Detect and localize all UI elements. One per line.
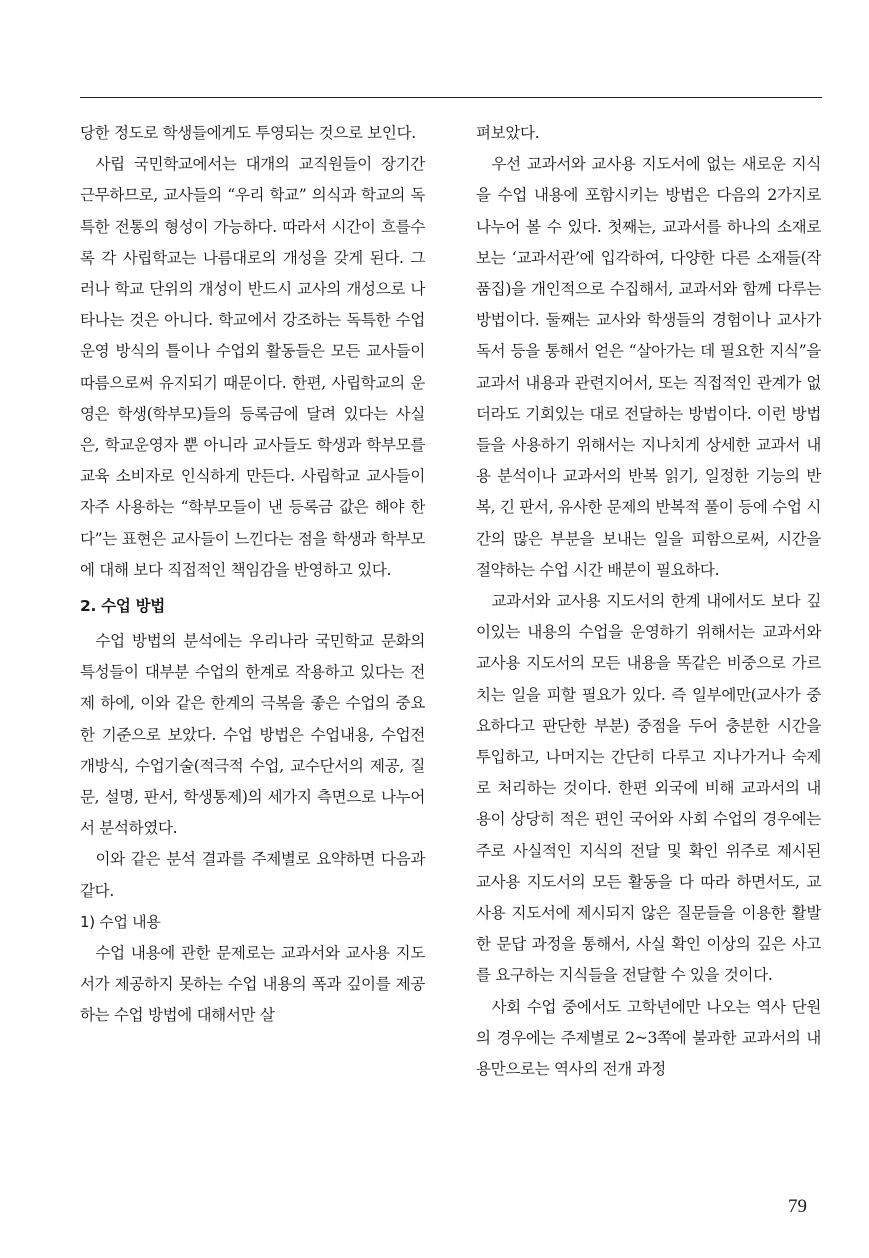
right-column	[476, 118, 821, 1085]
paragraph: 당한 정도로 학생들에게도 투영되는 것으로 보인다.	[80, 124, 416, 142]
paragraph: 펴보았다.	[476, 124, 540, 142]
left-column	[80, 118, 425, 1032]
paragraph: 사회 수업 중에서도 고학년에만 나오는 역사 단원의 경우에는 주제별로 2~3쪽에 불과한 교과서의 내용만으로는 역사의 전개 과정	[476, 997, 821, 1079]
paragraph: 교과서와 교사용 지도서의 한계 내에서도 보다 깊이있는 내용의 수업을 운영하기 위해서는 교과서와 교사용 지도서의 모든 내용을 똑같은 비중으로 가르치는 일을 피할 필요가 있다. 즉 일부에만(교사가 중요하다고 판단한 부분) 중점을 두어 충분한 시간을 투입하고, 나머지는 간단히 다루고 지나가거나 숙제로 처리하는 것이다. 한편 외국에 비해 교과서의 내용이 상당히 적은 편인 국어와 사회 수업의 경우에는 주로 사실적인 지식의 전달 및 확인 위주로 제시된 교사용 지도서의 모든 활동을 다 따라 하면서도, 교사용 지도서에 제시되지 않은 질문들을 이용한 활발한 문답 과정을 통해서, 사실 확인 이상의 깊은 사고를 요구하는 지식들을 전달할 수 있을 것이다.	[476, 592, 821, 985]
paragraph: 사립 국민학교에서는 대개의 교직원들이 장기간 근무하므로, 교사들의 “우리 학교” 의식과 학교의 독특한 전통의 형성이 가능하다. 따라서 시간이 흐를수록 각 사립학교는 나름대로의 개성을 갖게 된다. 그러나 학교 단위의 개성이 반드시 교사의 개성으로 나타나는 것은 아니다. 학교에서 강조하는 독특한 수업 운영 방식의 틀이나 수업외 활동들은 모든 교사들이 따름으로써 유지되기 때문이다. 한편, 사립학교의 운영은 학생(학부모)들의 등록금에 달려 있다는 사실은, 학교운영자 뿐 아니라 교사들도 학생과 학부모를 교육 소비자로 인식하게 만든다. 사립학교 교사들이 자주 사용하는 “학부모들이 낸 등록금 값은 해야 한다”는 표현은 교사들이 느낀다는 점을 학생과 학부모에 대해 보다 직접적인 책임감을 반영하고 있다.	[80, 155, 425, 579]
subsection-heading: 1) 수업 내용	[80, 912, 161, 931]
page-number: 79	[788, 1196, 807, 1217]
header-rule	[80, 97, 822, 98]
paragraph: 수업 방법의 분석에는 우리나라 국민학교 문화의 특성들이 대부분 수업의 한계로 작용하고 있다는 전제 하에, 이와 같은 한계의 극복을 좋은 수업의 중요한 기준으로 보았다. 수업 방법은 수업내용, 수업전개방식, 수업기술(적극적 수업, 교수단서의 제공, 질문, 설명, 판서, 학생통제)의 세가지 측면으로 나누어서 분석하였다.	[80, 632, 425, 838]
section-heading: 2. 수업 방법	[80, 597, 165, 616]
paragraph: 우선 교과서와 교사용 지도서에 없는 새로운 지식을 수업 내용에 포함시키는 방법은 다음의 2가지로 나누어 볼 수 있다. 첫째는, 교과서를 하나의 소재로 보는 ‘교과서관’에 입각하여, 다양한 다른 소재들(작품집)을 개인적으로 수집해서, 교과서와 함께 다루는 방법이다. 둘째는 교사와 학생들의 경험이나 교사가 독서 등을 통해서 얻은 “살아가는 데 필요한 지식”을 교과서 내용과 관련지어서, 또는 직접적인 관계가 없더라도 기회있는 대로 전달하는 방법이다. 이런 방법들을 사용하기 위해서는 지나치게 상세한 교과서 내용 분석이나 교과서의 반복 읽기, 일정한 기능의 반복, 긴 판서, 유사한 문제의 반복적 풀이 등에 수업 시간의 많은 부분을 보내는 일을 피함으로써, 시간을 절약하는 수업 시간 배분이 필요하다.	[476, 155, 821, 579]
paragraph: 이와 같은 분석 결과를 주제별로 요약하면 다음과 같다.	[80, 850, 425, 900]
paragraph: 수업 내용에 관한 문제로는 교과서와 교사용 지도서가 제공하지 못하는 수업 내용의 폭과 깊이를 제공하는 수업 방법에 대해서만 살	[80, 944, 425, 1025]
